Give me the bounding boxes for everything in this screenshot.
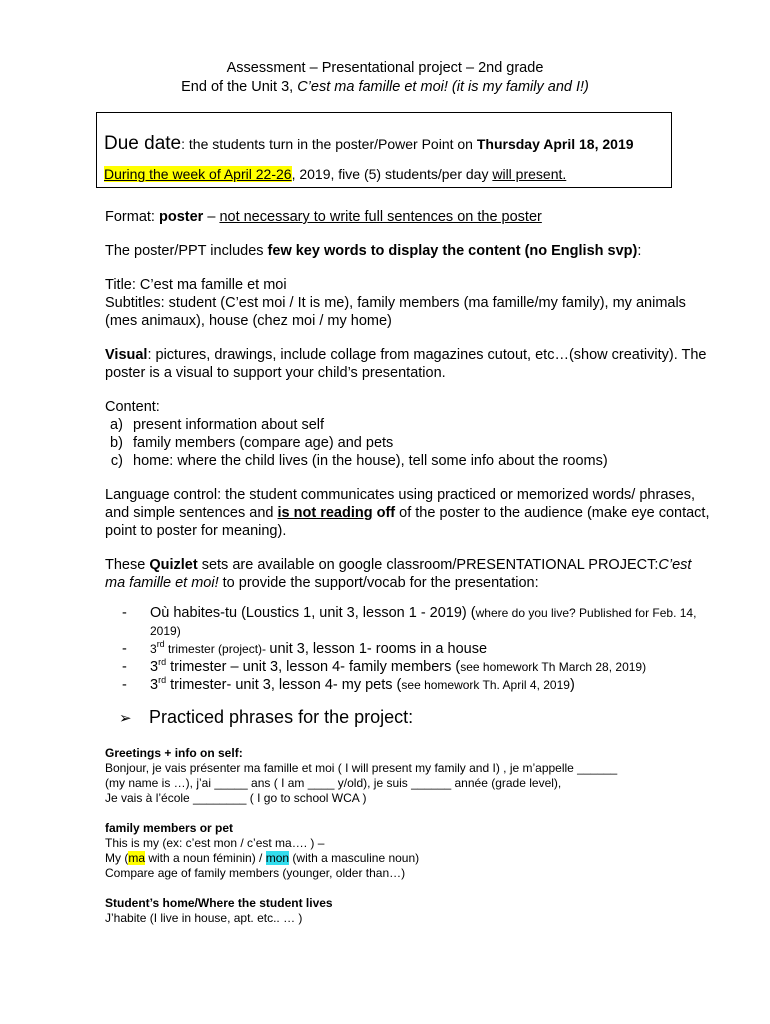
quizlet-set-item: - Où habites-tu (Loustics 1, unit 3, lesson 1 - 2019) (where do you live? Published for Feb. 14, 2019) <box>122 605 697 638</box>
format-dash: – <box>203 209 220 225</box>
quizlet-bold: Quizlet <box>149 557 198 573</box>
quizlet-set-4-sup: rd <box>158 675 167 686</box>
document-body <box>105 208 715 926</box>
due-date-label: Due date <box>104 133 182 154</box>
quizlet-set-item: - 3rd trimester – unit 3, lesson 4- family members (see homework Th March 28, 2019) <box>122 657 647 675</box>
quizlet-set-2-sup: rd <box>156 639 165 650</box>
mon-highlight: mon <box>265 851 290 865</box>
content-item-c: c. home: where the child lives (in the house), tell some info about the rooms) <box>131 452 715 470</box>
presentation-week-rest: , 2019, five (5) students/per day <box>291 166 493 182</box>
quizlet-set-3-sup: rd <box>158 657 167 668</box>
format-bold: poster <box>158 209 204 225</box>
quizlet-set-item: - 3rd trimester (project)- unit 3, lesson 1- rooms in a house <box>122 639 488 657</box>
header-line-2-prefix: End of the Unit 3, <box>181 79 298 95</box>
quizlet-set-1-note: where do you live? Published for Feb. 14, 2019) <box>150 606 697 638</box>
visual-text: : pictures, drawings, include collage from magazines cutout, etc…(show creativity). The poster is a visual to support your child’s presentation. <box>105 347 707 381</box>
greetings-line-2: (my name is …), j’ai _____ ans ( I am ____ y/old), je suis ______ année (grade level), <box>105 776 562 790</box>
subtitles-line: Subtitles: student (C’est moi / It is me), family members (ma famille/my family), my animals (mes animaux), house (chez moi / my home) <box>105 295 686 329</box>
visual-paragraph <box>105 346 715 382</box>
greetings-section <box>105 746 715 806</box>
content-item-a: a. present information about self <box>131 416 715 434</box>
will-present-text: will present. <box>492 166 567 182</box>
family-heading: family members or pet <box>105 821 234 835</box>
quizlet-suffix: to provide the support/vocab for the presentation: <box>218 575 539 591</box>
visual-bold: Visual <box>105 347 148 363</box>
greetings-heading: Greetings + info on self: <box>105 746 243 760</box>
language-not-reading: is not reading <box>277 505 373 521</box>
arrow-bullet-icon: ➢ <box>119 710 132 727</box>
quizlet-set-4-main: trimester- unit 3, lesson 4- my pets ( <box>166 677 402 693</box>
language-suffix: of the poster to the audience (make eye contact, point to poster for meaning). <box>105 505 710 539</box>
format-line <box>105 208 715 226</box>
format-prefix: Format: <box>105 209 159 225</box>
content-heading: Content: <box>105 399 160 415</box>
family-line-2-c: (with a masculine noun) <box>289 851 420 865</box>
home-line-1: J’habite (I live in house, apt. etc.. … ) <box>105 911 303 925</box>
format-underlined: not necessary to write full sentences on the poster <box>219 209 542 225</box>
quizlet-sets-list <box>105 604 715 694</box>
family-line-2-b: with a noun féminin) / <box>145 851 266 865</box>
header-line-1: Assessment – Presentational project – 2nd grade <box>226 60 544 76</box>
greetings-line-1: Bonjour, je vais présenter ma famille et moi ( I will present my family and I) , je m’appelle ______ <box>105 761 618 775</box>
title-line: Title: C’est ma famille et moi <box>105 277 287 293</box>
family-line-1: This is my (ex: c’est mon / c’est ma…. ) – <box>105 836 325 850</box>
quizlet-set-2-num: 3 <box>150 642 157 656</box>
family-section <box>105 821 715 881</box>
family-line-2 <box>105 851 715 866</box>
quizlet-set-2-main: unit 3, lesson 1- rooms in a house <box>269 641 488 657</box>
practiced-phrases-text: Practiced phrases for the project: <box>149 707 414 727</box>
presentation-week-line <box>104 165 671 183</box>
language-off: off <box>372 505 396 521</box>
quizlet-prefix: These <box>105 557 150 573</box>
header-line-2-italic: C’est ma famille et moi! (it is my family and I!) <box>297 79 589 95</box>
document-header <box>0 59 770 97</box>
family-line-3: Compare age of family members (younger, older than…) <box>105 866 406 880</box>
quizlet-set-4-end: ) <box>569 677 575 693</box>
content-item-b: b. family members (compare age) and pets <box>131 434 715 452</box>
quizlet-italic: C’est ma famille et moi! <box>105 557 692 591</box>
language-control-paragraph <box>105 486 715 540</box>
quizlet-mid: sets are available on google classroom/PRESENTATIONAL PROJECT: <box>197 557 659 573</box>
poster-includes-bold: few key words to display the content (no English svp) <box>267 243 638 259</box>
home-section <box>105 896 715 926</box>
presentation-week-highlight: During the week of April 22-26 <box>104 166 292 182</box>
quizlet-set-4-num: 3 <box>150 677 159 693</box>
quizlet-paragraph <box>105 556 715 592</box>
quizlet-set-1-main: Où habites-tu (Loustics 1, unit 3, lesson 1 - 2019) ( <box>150 605 476 621</box>
due-date-line <box>104 133 671 155</box>
poster-includes-line <box>105 242 715 260</box>
content-list <box>105 416 715 470</box>
quizlet-set-3-note: see homework Th March 28, 2019) <box>460 660 647 674</box>
language-prefix: Language control: the student communicates using practiced or memorized words/ phrases, and simple sentences and <box>105 487 695 521</box>
home-heading: Student’s home/Where the student lives <box>105 896 333 910</box>
poster-includes-suffix: : <box>637 243 642 259</box>
practiced-phrases-heading <box>105 706 715 730</box>
quizlet-set-4-note: see homework Th. April 4, 2019 <box>401 678 570 692</box>
due-date-box <box>96 112 672 188</box>
quizlet-set-3-main: trimester – unit 3, lesson 4- family members ( <box>166 659 461 675</box>
due-date-value: Thursday April 18, 2019 <box>476 136 634 152</box>
ma-highlight: ma <box>128 851 145 865</box>
family-line-2-a: My ( <box>105 851 129 865</box>
due-date-text: : the students turn in the poster/Power Point on <box>181 136 477 152</box>
quizlet-set-2-note: trimester (project)- <box>164 642 270 656</box>
quizlet-set-3-num: 3 <box>150 659 159 675</box>
quizlet-set-item: - 3rd trimester- unit 3, lesson 4- my pets (see homework Th. April 4, 2019) <box>122 675 575 693</box>
poster-includes-prefix: The poster/PPT includes <box>105 243 268 259</box>
header-line-2 <box>0 78 770 97</box>
greetings-line-3: Je vais à l’école ________ ( I go to school WCA ) <box>105 791 367 805</box>
